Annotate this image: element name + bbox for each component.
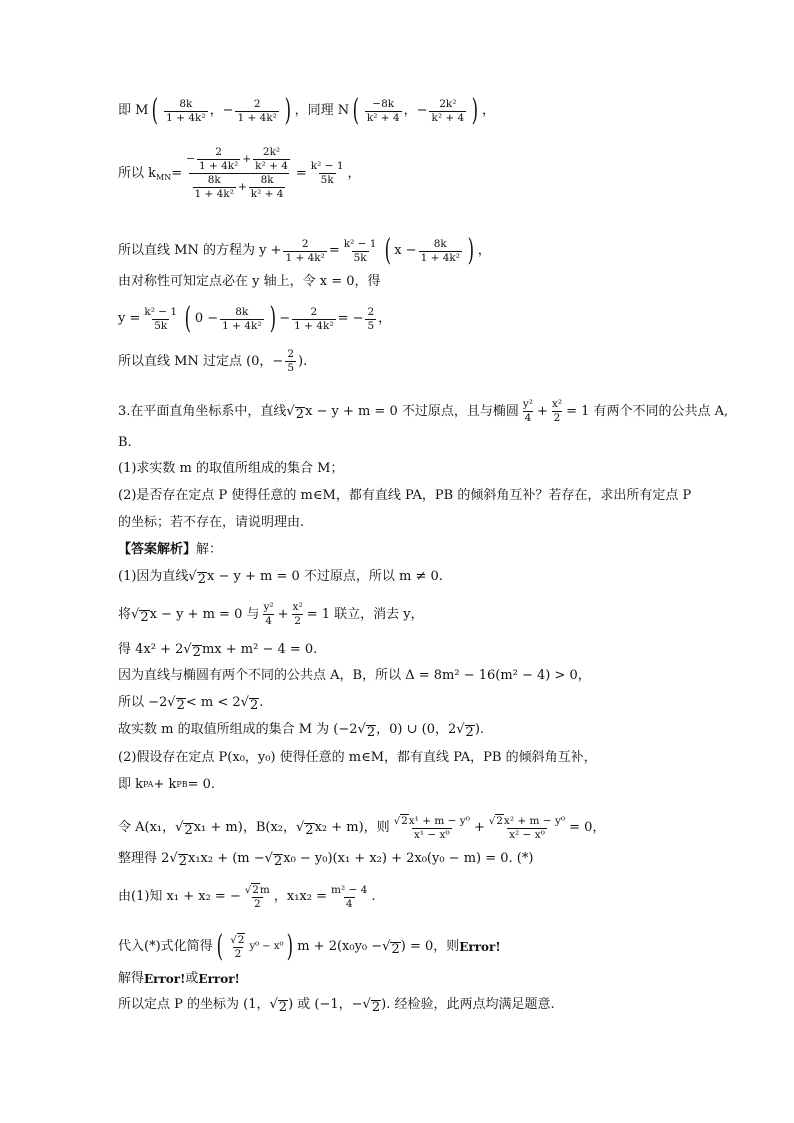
- parenthesis: (: [184, 301, 192, 336]
- fraction: [329, 884, 369, 911]
- math-text: B.: [118, 435, 132, 450]
- math-text: 2: [178, 854, 187, 869]
- math-text: 1 + 4k²: [198, 160, 239, 172]
- fraction: [521, 398, 535, 425]
- math-text: y⁰ − x⁰: [249, 941, 284, 952]
- math-text: ) = 0，则: [400, 939, 460, 954]
- math-text: 1 + 4k²: [294, 319, 334, 332]
- parenthesis: ): [269, 301, 276, 336]
- fraction: [228, 933, 247, 961]
- math-text: k² − 1: [343, 237, 377, 250]
- math-text: x₁x₂ + (m −: [187, 851, 265, 866]
- math-text: PA: [143, 780, 154, 789]
- fraction: [392, 814, 472, 842]
- math-text: (2)假设存在定点 P(x₀，y₀) 使得任意的 m∈M，都有直线 PA，PB 的倾斜角互补，: [118, 750, 597, 765]
- math-text: 4: [265, 615, 272, 627]
- math-text: ，−: [209, 103, 234, 118]
- math-text: (2)是否存在定点 P 使得任意的 m∈M，都有直线 PA，PB 的倾斜角互补？若存在，求出所有定点 P: [118, 488, 692, 503]
- math-text: +: [242, 153, 252, 165]
- math-text: 2: [237, 934, 245, 946]
- math-text: x²: [551, 398, 563, 410]
- math-text: ，−: [403, 103, 428, 118]
- math-text: 2: [197, 572, 206, 587]
- math-text: ，: [477, 243, 491, 258]
- question-3-part2-cont: [118, 514, 734, 532]
- square-root: √ 2: [362, 997, 381, 1015]
- math-text: 4: [524, 412, 532, 424]
- line-mn-equation: [118, 233, 734, 268]
- square-root: √ 2: [286, 403, 304, 422]
- math-text: 1 + 4k²: [166, 111, 206, 124]
- math-text: k² + 4: [431, 111, 465, 124]
- solution-line-14: [118, 996, 734, 1014]
- math-text: 【答案解析】: [118, 542, 197, 557]
- math-text: (1)因为直线: [118, 569, 189, 584]
- math-text: (1)求实数 m 的取值所组成的集合 M；: [118, 461, 344, 476]
- solution-line-11: [118, 883, 734, 911]
- math-text: = 1 有两个不同的公共点 A,: [566, 403, 729, 419]
- math-text: ).: [298, 353, 308, 369]
- square-root: √ 2: [382, 939, 400, 957]
- square-root: √ 2: [188, 569, 206, 587]
- solution-line-10: [118, 850, 734, 868]
- solution-line-9: [118, 814, 734, 842]
- fraction: [197, 146, 240, 173]
- math-text: ).: [474, 722, 485, 737]
- math-text: y²: [522, 398, 534, 410]
- fraction: [285, 348, 296, 375]
- line-slope: [118, 146, 734, 201]
- solution-line-3: [118, 641, 734, 659]
- math-text: −: [279, 311, 291, 326]
- math-text: 整理得 2: [118, 851, 170, 866]
- parenthesis: ): [467, 233, 475, 268]
- math-text: 2: [366, 725, 376, 740]
- fraction: [283, 238, 326, 265]
- math-text: x − y + m = 0 与: [149, 606, 260, 622]
- math-text: 令 A(x₁，: [118, 820, 176, 835]
- math-text: 代入(*)式化简得: [118, 939, 213, 954]
- math-text: mx + m² − 4 = 0.: [201, 642, 318, 657]
- math-text: =: [171, 165, 183, 181]
- parenthesis: ): [287, 929, 294, 964]
- math-text: 2: [310, 305, 318, 318]
- math-text: 2k²: [439, 97, 457, 110]
- math-text: x − y + m = 0 不过原点，且与椭圆: [304, 403, 519, 419]
- math-text: 2: [496, 815, 503, 827]
- math-text: =: [328, 243, 340, 258]
- parenthesis: ): [284, 93, 291, 128]
- math-text: 5k: [353, 251, 367, 264]
- math-text: k² + 4: [366, 111, 400, 124]
- math-text: 所以 k: [118, 165, 157, 181]
- fraction: [292, 306, 335, 333]
- solution-line-8: [118, 776, 734, 794]
- question-3-part1: [118, 460, 734, 478]
- line-symmetry: [118, 273, 734, 291]
- square-root: √ 2: [269, 997, 288, 1015]
- math-text: x −: [394, 243, 417, 258]
- math-text: m + 2(x₀y₀ −: [297, 939, 383, 954]
- fraction: [487, 814, 567, 842]
- math-text: =: [295, 165, 307, 181]
- math-text: 所以定点 P 的坐标为 (1，: [118, 997, 270, 1012]
- square-root: √ 2: [167, 695, 185, 713]
- math-text: ，: [378, 311, 392, 326]
- solution-line-12: [118, 929, 734, 964]
- parenthesis: (: [384, 233, 391, 268]
- math-text: 的坐标；若不存在，请说明理由.: [118, 515, 305, 530]
- math-text: 或: [185, 971, 199, 986]
- math-text: 2: [184, 823, 193, 838]
- math-text: = −: [337, 311, 364, 326]
- question-3-cont: [118, 434, 734, 452]
- square-root: √ 2: [357, 722, 376, 740]
- math-text: + k: [153, 777, 177, 792]
- math-text: 2: [215, 146, 222, 158]
- math-text: 即 k: [118, 777, 144, 792]
- math-text: 8k: [179, 97, 193, 110]
- math-text: 8k: [235, 305, 249, 318]
- square-root: √ 2: [131, 606, 149, 625]
- fraction: [365, 98, 402, 125]
- fraction: [550, 398, 564, 425]
- fraction: [253, 146, 290, 173]
- math-text: 解：: [196, 542, 223, 557]
- fraction: [419, 238, 462, 265]
- square-root: √ 2: [264, 851, 283, 869]
- math-text: .: [371, 889, 376, 904]
- square-root: √ 2: [456, 722, 474, 740]
- math-text: x² − x⁰: [509, 829, 545, 841]
- fraction: [342, 238, 379, 265]
- square-root: √ 2: [169, 851, 187, 869]
- math-text: 8k: [260, 174, 274, 186]
- answer-heading: [118, 541, 734, 559]
- math-text: 2: [253, 97, 261, 110]
- math-text: k² + 4: [250, 188, 284, 200]
- line-mn-points: [118, 93, 734, 128]
- fraction: [243, 883, 272, 911]
- math-text: 2: [401, 815, 408, 827]
- math-text: PB: [176, 780, 188, 789]
- math-text: Error!: [144, 972, 186, 986]
- square-root: √ 2: [175, 820, 193, 838]
- parenthesis: (: [216, 929, 223, 964]
- math-text: 得 4x² + 2: [118, 642, 184, 657]
- math-text: m² − 4: [331, 883, 368, 896]
- math-text: 2: [465, 725, 474, 740]
- square-root: √ 2: [488, 815, 503, 827]
- math-text: 5: [287, 362, 295, 374]
- math-text: 2: [278, 1000, 288, 1015]
- math-text: ). 经检验，此两点均满足题意.: [381, 997, 555, 1012]
- math-text: 2: [301, 237, 309, 250]
- question-3: [118, 398, 734, 425]
- fraction: [249, 174, 286, 201]
- math-text: y²: [263, 601, 274, 613]
- math-text: 故实数 m 的取值所组成的集合 M 为 (−2: [118, 722, 358, 737]
- square-root: √ 2: [240, 695, 259, 713]
- math-text: 2: [273, 854, 283, 869]
- math-text: 2: [391, 942, 400, 957]
- fraction: [142, 306, 179, 333]
- fraction: [309, 160, 346, 187]
- math-text: 3.在平面直角坐标系中，直线: [118, 403, 287, 419]
- solution-line-1: [118, 568, 734, 586]
- math-text: 8k: [433, 237, 447, 250]
- left-paren: (: [152, 93, 159, 128]
- math-text: 由对称性可知定点必在 y 轴上，令 x = 0，得: [118, 274, 381, 289]
- math-text: 5: [367, 319, 375, 332]
- square-root: √ 2: [296, 820, 314, 838]
- text: 即 M: [118, 103, 149, 118]
- square-root: √ 2: [230, 934, 245, 946]
- question-3-part2: [118, 487, 734, 505]
- math-text: −8k: [372, 97, 395, 110]
- math-text: ，0) ∪ (0，2: [376, 722, 457, 737]
- math-text: 所以直线 MN 过定点 (0，−: [118, 353, 284, 369]
- math-text: 2: [249, 698, 259, 713]
- math-text: ，: [481, 103, 495, 118]
- math-text: 由(1)知 x₁ + x₂ = −: [118, 889, 241, 904]
- math-text: 2: [295, 406, 304, 422]
- math-text: = 0.: [187, 777, 216, 792]
- math-text: MN: [156, 172, 172, 182]
- solution-line-13: [118, 970, 734, 988]
- math-text: < m < 2: [185, 695, 241, 710]
- math-text: = 0，: [569, 820, 606, 835]
- math-text: = 1 联立，消去 y，: [306, 606, 424, 622]
- math-text: 2: [287, 348, 295, 360]
- fraction: [261, 601, 275, 628]
- fraction: [365, 306, 376, 333]
- parenthesis: ): [471, 93, 479, 128]
- math-text: 所以直线 MN 的方程为 y +: [118, 243, 282, 258]
- math-text: 0 −: [194, 311, 219, 326]
- math-text: 2: [252, 884, 259, 896]
- math-text: 将: [118, 606, 132, 622]
- math-text: 所以 −2: [118, 695, 168, 710]
- parenthesis: (: [352, 93, 360, 128]
- math-text: .: [259, 695, 264, 710]
- solution-line-2: [118, 601, 734, 628]
- math-text: y =: [118, 311, 141, 326]
- math-text: 2: [192, 645, 201, 660]
- fraction: [193, 174, 236, 201]
- math-text: ，x₁x₂ =: [273, 889, 327, 904]
- fraction: [291, 601, 305, 628]
- math-text: 8k: [207, 174, 221, 186]
- math-text: k² + 4: [255, 160, 288, 172]
- math-text: x¹ − x⁰: [413, 829, 450, 841]
- math-text: 5k: [154, 319, 168, 332]
- math-text: 2: [367, 305, 375, 318]
- math-text: 1 + 4k²: [285, 251, 325, 264]
- math-text: k² − 1: [310, 160, 344, 172]
- math-text: 1 + 4k²: [237, 111, 277, 124]
- math-text: 2: [294, 615, 301, 627]
- math-text: +: [473, 820, 485, 835]
- math-text: Error!: [459, 940, 501, 954]
- math-text: 2: [305, 823, 314, 838]
- math-text: 2: [176, 698, 185, 713]
- math-text: 2: [371, 1000, 381, 1015]
- math-text: k² − 1: [144, 305, 178, 318]
- square-root: √ 2: [244, 884, 259, 896]
- complex-fraction: − $\frac{2}{\text{1 + 4k²}}$ + $\frac{\text{2k²}}{\text{k² + 4}}$ $\frac{8k}{\text{1 + 4k²}}$ + $\frac{8k}{\text{k² + 4}}$: [186, 146, 288, 200]
- square-root: √ 2: [183, 642, 201, 660]
- fraction: [429, 98, 466, 125]
- math-text: 2k²: [262, 146, 281, 158]
- math-text: x₁ + m)，B(x₂，: [193, 820, 296, 835]
- line-fixed-point: [118, 348, 734, 375]
- math-text: −: [186, 153, 195, 165]
- math-text: x²: [292, 601, 303, 613]
- solution-line-6: [118, 721, 734, 739]
- math-text: x − y + m = 0 不过原点，所以 m ≠ 0.: [207, 569, 443, 584]
- line-y-value: [118, 301, 734, 336]
- math-text: x₂ + m)，则: [314, 820, 390, 835]
- solution-line-4: [118, 667, 734, 685]
- math-text: +: [537, 403, 548, 419]
- solution-line-5: [118, 694, 734, 712]
- math-text: 因为直线与椭圆有两个不同的公共点 A，B，所以 Δ = 8m² − 16(m² − 4) > 0，: [118, 668, 591, 683]
- math-text: Error!: [198, 972, 240, 986]
- math-text: 2: [234, 948, 242, 960]
- math-text: +: [277, 606, 289, 622]
- math-text: 解得: [118, 971, 145, 986]
- math-text: ，: [347, 165, 361, 181]
- math-text: ，同理 N: [294, 103, 350, 118]
- math-text: m: [259, 884, 270, 896]
- solution-line-7: [118, 749, 734, 767]
- math-text: x¹ + m − y⁰: [408, 815, 470, 827]
- fraction: [235, 98, 278, 125]
- math-text: 2: [553, 412, 561, 424]
- fraction: [220, 306, 263, 333]
- math-text: ) 或 (−1，−: [288, 997, 363, 1012]
- math-text: 2: [254, 898, 261, 910]
- square-root: √ 2: [393, 815, 408, 827]
- math-text: x₀ − y₀)(x₁ + x₂) + 2x₀(y₀ − m) = 0. (*): [283, 851, 534, 866]
- math-text: 5k: [320, 174, 334, 186]
- math-text: 4: [345, 897, 353, 910]
- math-text: 2: [140, 609, 149, 625]
- fraction: [164, 98, 207, 125]
- math-text: 1 + 4k²: [222, 319, 262, 332]
- math-text: 1 + 4k²: [194, 188, 234, 200]
- math-text: 1 + 4k²: [420, 251, 460, 264]
- math-text: x² + m − y⁰: [503, 815, 566, 827]
